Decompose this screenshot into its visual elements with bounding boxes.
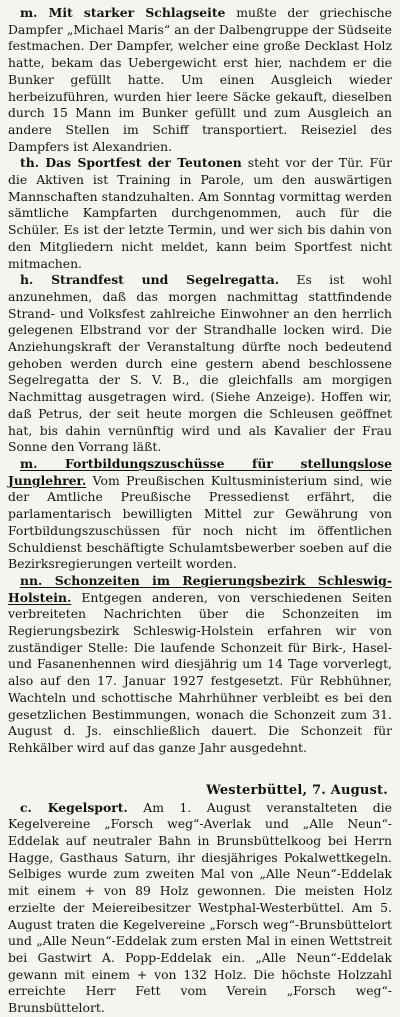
article-kegelsport xyxy=(8,800,392,1017)
article-kicker: m. Fortbildungszuschüsse für stellungslose Junglehrer. xyxy=(8,455,392,488)
article-kicker: m. Mit starker Schlagseite xyxy=(20,5,226,20)
article-sportfest xyxy=(8,155,392,272)
article-schlagseite xyxy=(8,5,392,155)
article-schonzeiten xyxy=(8,573,392,757)
article-body: Entgegen anderen, von verschiedenen Seiten verbreiteten Nachrichten über die Schonzeiten im Regierungsbezirk Schleswig-Holstein erfahren wir von zuständiger Stelle: Die laufende Schonzeit für Birk-, Hasel- und Fasanenhennen wird diesjährig um 14 Tage vorverlegt, also auf den 17. Januar 1927 festgesetzt. Für Rebhühner, Wachteln und schottische Mahrhühner verbleibt es bei den gesetzlichen Bestimmungen, wonach die Schonzeit zum 31. August d. Js. einschließlich dauert. Die Schonzeit für Rehkälber wird auf das ganze Jahr ausgedehnt. xyxy=(8,589,392,755)
article-body: steht vor der Tür. Für die Aktiven ist Training in Parole, um den auswärtigen Mannschaften standzuhalten. Am Sonntag vormittag werden sämtliche Kampfarten durchgenommen, auch für die Schüler. Es ist der letzte Termin, und wer sich bis dahin von den Mitgliedern nicht meldet, kann beim Sportfest nicht mitmachen. xyxy=(8,155,392,271)
article-body: Vom Preußischen Kultusministerium sind, wie der Amtliche Preußische Pressedienst erfährt, die parlamentarisch bewilligten Mittel zur Gewährung von Fortbildungszuschüssen für noch nicht im öffentlichen Schuldienst beschäftigte Schulamtsbewerber soeben auf die Bezirksregierungen verteilt worden. xyxy=(8,472,392,572)
article-kicker: h. Strandfest und Segelregatta. xyxy=(20,272,280,288)
dateline: Westerbüttel, 7. August. xyxy=(206,782,388,798)
article-body: Es ist wohl anzunehmen, daß das morgen nachmittag stattfindende Strand- und Volksfest zahlreiche Einwohner an den herrlich gelegenen Elbstrand vor der Strandhalle locken wird. Die Anziehungskraft der Veranstaltung dürfte noch bedeutend gehoben werden durch eine gestern abend beschlossene Segelregatta der S. V. B., die gleichfalls am morgigen Nachmittag ausgetragen wird. (Siehe Anzeige). Hoffen wir, daß Petrus, der seit heute morgen die Schleusen geöffnet hat, bis dahin vernünftig wird und als Kavalier der Frau Sonne den Vorrang läßt. xyxy=(8,272,392,455)
article-kicker: c. Kegelsport. xyxy=(20,799,128,815)
article-body: mußte der griechische Dampfer „Michael Maris“ an der Dalbengruppe der Südseite festmachen. Der Dampfer, welcher eine große Decklast Holz hatte, bekam das Uebergewicht erst hier, nachdem er die Bunker gefüllt hatte. Um einen Ausgleich wieder herbeizuführen, wurden hier leere Säcke gekauft, dieselben durch 15 Mann im Bunker gefüllt und zum Ausgleich an andere Stellen im Schiff transportiert. Reiseziel des Dampfers ist Alexandrien. xyxy=(8,5,392,154)
article-fortbildung xyxy=(8,456,392,573)
article-kicker: nn. Schonzeiten im Regierungsbezirk Schleswig-Holstein. xyxy=(8,572,392,605)
article-kicker: th. Das Sportfest der Teutonen xyxy=(20,155,242,171)
article-body: Am 1. August veranstalteten die Kegelvereine „Forsch weg“-Averlak und „Alle Neun“-Eddelak auf neutraler Bahn in Brunsbüttelkoog bei Herrn Hagge, Gasthaus Saturn, ihr diesjähriges Pokalwettkegeln. Selbiges wurde zum zweiten Mal von „Alle Neun“-Eddelak mit einem + von 89 Holz gewonnen. Die meisten Holz erzielte der Meiereibesitzer Westphal-Westerbüttel. Am 5. August traten die Kegelvereine „Forsch weg“-Brunsbüttelort und „Alle Neun“-Eddelak zum ersten Mal in einen Wettstreit bei Gastwirt A. Popp-Eddelak ein. „Alle Neun“-Eddelak gewann mit einem + von 132 Holz. Die höchste Holzzahl erreichte Herr Fett vom Verein „Forsch weg“-Brunsbüttelort. xyxy=(8,799,392,1016)
article-strandfest xyxy=(8,272,392,456)
